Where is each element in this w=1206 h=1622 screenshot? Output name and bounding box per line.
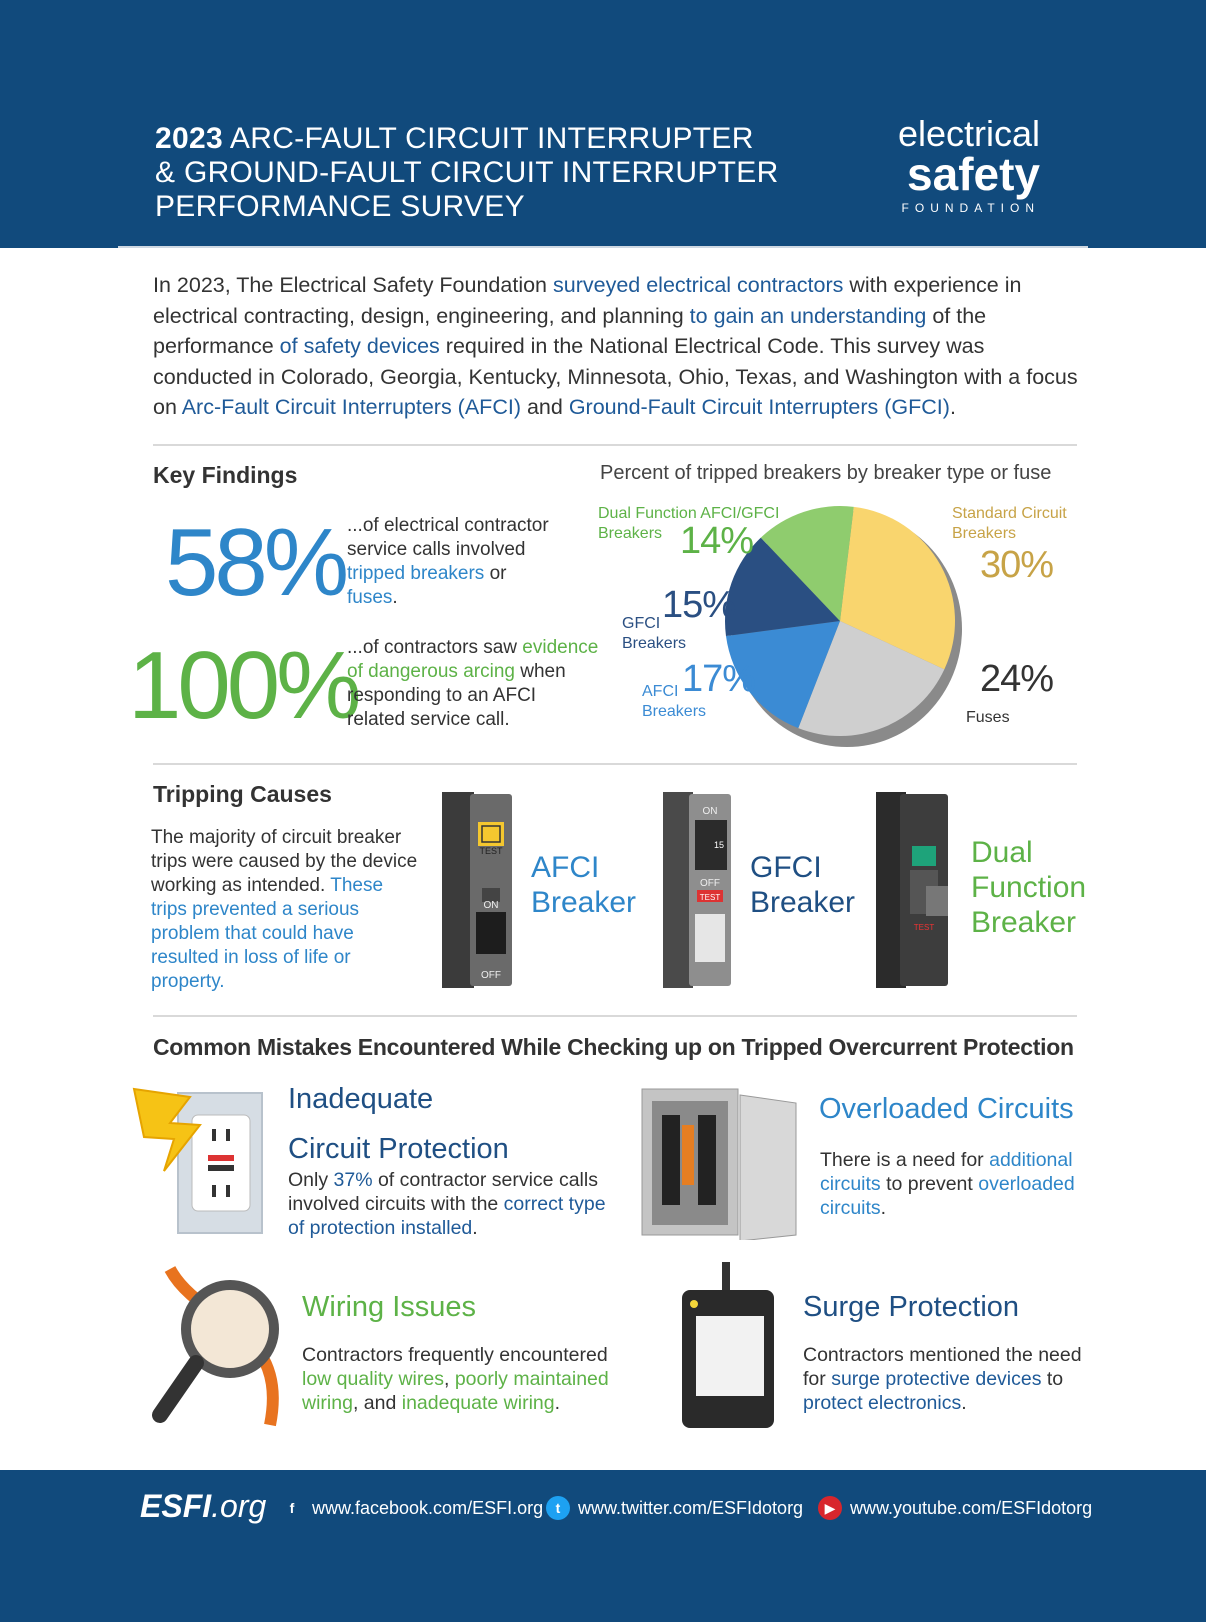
m1-highlight: correct type of protection installed: [288, 1193, 606, 1239]
intro-text: .: [949, 395, 956, 419]
outlet-slot: [212, 1129, 216, 1141]
label-standard-line2: Breakers: [952, 525, 1017, 542]
afci-breaker-icon: [436, 790, 516, 990]
outlet-face: [192, 1115, 250, 1211]
twitter-url: www.twitter.com/ESFIdotorg: [578, 1497, 804, 1518]
dual-indicator: [912, 846, 936, 866]
stat2-text: ...of contractors saw: [347, 637, 523, 658]
gfci-label-line1: GFCI: [750, 851, 822, 884]
label-standard-line1: Standard Circuit: [952, 505, 1067, 522]
afci-handle: [476, 912, 506, 954]
mistake4-text: [803, 1343, 1083, 1415]
intro-text: and: [520, 395, 569, 419]
section-divider: [153, 763, 1077, 765]
label-gfci-line1: GFCI: [622, 615, 661, 632]
afci-label-line1: AFCI: [531, 851, 600, 884]
mistake3-text: [302, 1343, 632, 1415]
magnifier-wire-icon: [150, 1265, 290, 1435]
outlet-lightning-icon: [130, 1085, 270, 1245]
intro-highlight: to gain an understanding: [689, 303, 927, 328]
logo-line2: safety: [907, 148, 1040, 200]
common-mistakes-title: Common Mistakes Encountered While Checking up on Tripped Overcurrent Protection: [153, 1034, 1074, 1060]
outlet-button: [208, 1155, 234, 1161]
outlet-slot: [226, 1185, 230, 1197]
m4-text: Contractors mentioned the need for: [803, 1344, 1082, 1390]
mistake2-title: Overloaded Circuits: [819, 1093, 1074, 1125]
mistake3-title: Wiring Issues: [302, 1291, 477, 1323]
twitter-icon: t: [546, 1496, 570, 1520]
gfci-label-line2: Breaker: [750, 886, 856, 919]
m3-text: , and: [352, 1392, 402, 1414]
facebook-link[interactable]: [280, 1496, 543, 1520]
m3-text: ,: [443, 1368, 455, 1390]
esf-logo: [880, 115, 1040, 215]
stat-100-percent: 100%: [128, 632, 358, 739]
m4-highlight: surge protective devices: [831, 1368, 1042, 1390]
label-fuses: Fuses: [966, 709, 1010, 726]
stat1-text: .: [392, 587, 398, 608]
gfci-breaker-icon: [657, 790, 737, 990]
panel-breakers-right: [698, 1115, 716, 1205]
m2-highlight: additional circuits: [820, 1149, 1073, 1195]
gfci-breaker-label: [750, 850, 855, 920]
intro-text: of the performance: [153, 303, 987, 358]
panel-door: [740, 1095, 796, 1240]
magnifier-handle: [160, 1363, 196, 1415]
gfci-on-label: ON: [702, 806, 718, 817]
cause-text: The majority of circuit breaker trips were caused by the device working as intended.: [151, 827, 418, 896]
footer: [0, 1470, 1206, 1622]
twitter-link[interactable]: [546, 1496, 803, 1520]
intro-highlight: of safety devices: [279, 334, 440, 358]
title-year: 2023: [155, 122, 223, 155]
outlet-button: [208, 1165, 234, 1171]
title-line1: ARC-FAULT CIRCUIT INTERRUPTER: [222, 122, 754, 155]
youtube-url: www.youtube.com/ESFIdotorg: [850, 1497, 1093, 1518]
dual-test-label: TEST: [913, 923, 935, 932]
stat2-text: when responding to an AFCI related service call.: [347, 661, 566, 730]
m1-text: .: [472, 1217, 478, 1239]
stat2-highlight: evidence of dangerous arcing: [347, 637, 599, 682]
dual-handle-knob: [926, 886, 948, 916]
intro-highlight: Ground-Fault Circuit Interrupters (GFCI): [568, 395, 950, 419]
m2-text: .: [880, 1197, 887, 1219]
mistake4-title: Surge Protection: [803, 1291, 1020, 1323]
esfi-logo[interactable]: [140, 1488, 266, 1525]
afci-on-label: ON: [483, 900, 499, 911]
label-afci-line1: AFCI: [642, 683, 679, 700]
gfci-amp-label: 15: [713, 840, 725, 850]
gfci-spec-label: [695, 914, 725, 962]
outlet-slot: [212, 1185, 216, 1197]
label-dual-line1: Dual Function AFCI/GFCI: [598, 505, 780, 522]
stat-58-percent: 58%: [165, 509, 346, 616]
label-dual-line2: Breakers: [598, 525, 663, 542]
dual-function-breaker-icon: [872, 790, 956, 990]
m3-highlight: poorly maintained wiring: [302, 1368, 609, 1414]
stat1-highlight: tripped breakers: [347, 563, 485, 584]
afci-off-label: OFF: [481, 970, 501, 981]
mistake1-title: [288, 1082, 509, 1166]
gfci-side: [663, 792, 693, 988]
intro-text: required in the National Electrical Code. This survey was conducted in Colorado, Georgia, Kentucky, Minnesota, Ohio, Texas, and Washington with a focus on: [153, 334, 1078, 419]
youtube-icon: ▶: [818, 1496, 842, 1520]
pie-chart: [600, 490, 1100, 750]
surge-label-area: [696, 1316, 764, 1396]
pct-dual: 14%: [680, 520, 754, 562]
m1-text: Only: [288, 1169, 334, 1191]
gfci-off-label: OFF: [700, 878, 720, 889]
intro-text: In 2023, The Electrical Safety Foundation: [153, 273, 553, 297]
youtube-link[interactable]: [818, 1496, 1092, 1520]
surge-led: [690, 1300, 698, 1308]
stat2-description: [347, 636, 599, 732]
surge-cable: [722, 1262, 730, 1292]
title-line2: & GROUND-FAULT CIRCUIT INTERRUPTER: [155, 156, 779, 189]
stat1-text: ...of electrical contractor service calls involved: [347, 515, 549, 560]
key-findings-title: Key Findings: [153, 462, 298, 488]
tripping-causes-title: Tripping Causes: [153, 781, 332, 807]
chart-title: Percent of tripped breakers by breaker type or fuse: [600, 462, 1052, 484]
stat1-description: [347, 514, 562, 610]
m3-highlight: inadequate wiring: [401, 1392, 555, 1414]
pct-afci: 17%: [682, 658, 756, 700]
intro-highlight: surveyed electrical contractors: [553, 273, 844, 297]
header-banner: [0, 0, 1206, 248]
intro-highlight: Arc-Fault Circuit Interrupters (AFCI): [181, 395, 521, 419]
intro-paragraph: [153, 270, 1083, 423]
intro-text: with experience in electrical contracting, design, engineering, and planning: [153, 273, 1022, 328]
m3-text: Contractors frequently encountered: [302, 1344, 608, 1366]
label-standard: [952, 504, 1067, 544]
section-divider: [153, 444, 1077, 446]
pct-standard: 30%: [980, 544, 1054, 586]
dual-label-line1: Dual: [971, 836, 1033, 869]
m2-highlight: overloaded circuits: [820, 1173, 1075, 1219]
m4-text: to: [1041, 1368, 1064, 1390]
esfi-logo-rest: .org: [211, 1488, 267, 1524]
dual-breaker-label: [971, 835, 1086, 940]
afci-label-line2: Breaker: [531, 886, 637, 919]
mistake2-text: [820, 1148, 1090, 1220]
m1-highlight: 37%: [333, 1169, 373, 1191]
m4-highlight: protect electronics: [803, 1392, 962, 1414]
esfi-logo-bold: ESFI: [140, 1488, 212, 1524]
panel-breakers-left: [662, 1115, 680, 1205]
outlet-slot: [226, 1129, 230, 1141]
cause-highlight: These trips prevented a serious problem that could have resulted in loss of life or property.: [151, 875, 384, 992]
m4-text: .: [961, 1392, 967, 1414]
m2-text: to prevent: [880, 1173, 979, 1195]
label-afci-line2: Breakers: [642, 703, 707, 720]
header-divider: [118, 246, 1088, 248]
stat1-text: or: [484, 563, 507, 584]
dual-label-line3: Breaker: [971, 906, 1077, 939]
m1-text: of contractor service calls involved circuits with the: [288, 1169, 598, 1215]
gfci-test-label: TEST: [699, 893, 721, 902]
electrical-panel-icon: [640, 1085, 800, 1240]
section-divider: [153, 1015, 1077, 1017]
afci-side: [442, 792, 474, 988]
logo-line1: electrical: [897, 113, 1040, 154]
label-gfci-line2: Breakers: [622, 635, 687, 652]
logo-line3: FOUNDATION: [901, 201, 1040, 215]
m3-highlight: low quality wires: [302, 1368, 444, 1390]
stat1-highlight: fuses: [347, 587, 393, 608]
facebook-icon: f: [289, 1500, 295, 1516]
pct-gfci: 15%: [662, 584, 736, 626]
facebook-url: www.facebook.com/ESFI.org: [312, 1497, 544, 1518]
m3-text: .: [554, 1392, 561, 1414]
surge-protector-icon: [678, 1262, 778, 1432]
m2-text: There is a need for: [820, 1149, 990, 1171]
title-line3: PERFORMANCE SURVEY: [155, 190, 525, 223]
pct-fuses: 24%: [980, 658, 1054, 700]
tripping-causes-text: [151, 826, 421, 994]
page-title: [155, 122, 815, 224]
panel-bus: [682, 1125, 694, 1185]
afci-test-label: TEST: [479, 846, 503, 856]
afci-breaker-label: [531, 850, 636, 920]
mistake1-title-line1: Inadequate: [288, 1083, 434, 1115]
dual-label-line2: Function: [971, 871, 1087, 904]
mistake1-title-line2: Circuit Protection: [288, 1133, 509, 1165]
mistake1-text: [288, 1168, 608, 1240]
